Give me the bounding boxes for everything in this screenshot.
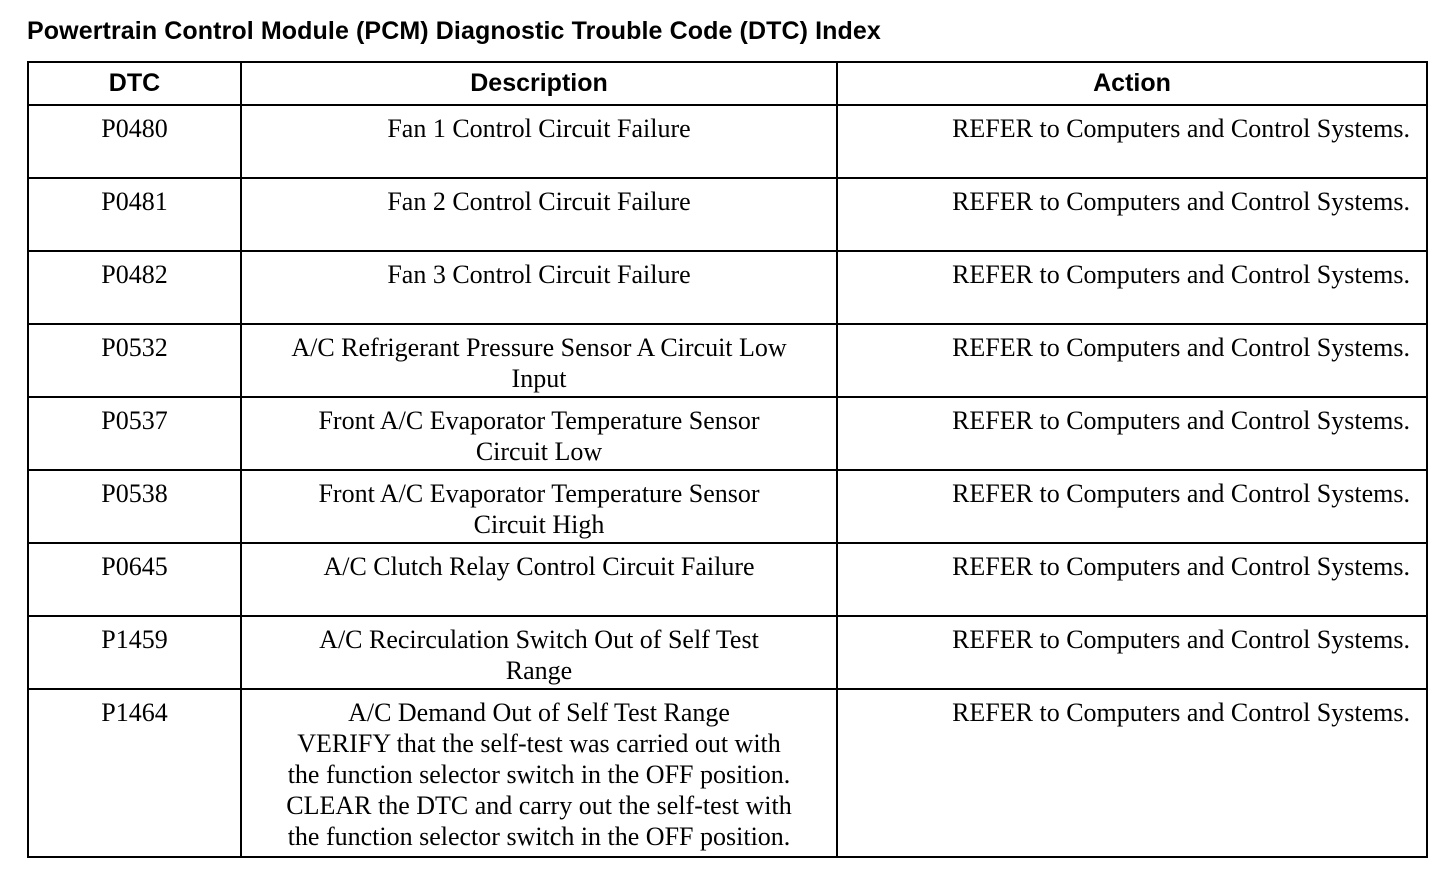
description-cell: [241, 689, 837, 857]
description-line: VERIFY that the self-test was carried out with: [297, 729, 781, 758]
dtc-code-cell: P1459: [28, 616, 241, 689]
table-body: [28, 105, 1427, 857]
action-cell: REFER to Computers and Control Systems.: [837, 616, 1427, 689]
table-row: [28, 324, 1427, 397]
table-row: [28, 251, 1427, 324]
action-cell: REFER to Computers and Control Systems.: [837, 689, 1427, 857]
description-line: CLEAR the DTC and carry out the self-test with: [286, 791, 792, 820]
description-line: A/C Demand Out of Self Test Range: [348, 698, 730, 727]
description-cell: [241, 251, 837, 324]
dtc-code-cell: P0645: [28, 543, 241, 616]
description-line: the function selector switch in the OFF position.: [287, 760, 791, 789]
header-description: Description: [241, 62, 837, 105]
description-cell: [241, 397, 837, 470]
description-line: A/C Refrigerant Pressure Sensor A Circuit Low: [291, 333, 787, 362]
description-cell: [241, 470, 837, 543]
dtc-index-table: [27, 61, 1428, 858]
table-row: [28, 689, 1427, 857]
table-row: [28, 543, 1427, 616]
dtc-code-cell: P1464: [28, 689, 241, 857]
description-cell: [241, 178, 837, 251]
action-cell: REFER to Computers and Control Systems.: [837, 397, 1427, 470]
dtc-code-cell: P0482: [28, 251, 241, 324]
action-cell: REFER to Computers and Control Systems.: [837, 543, 1427, 616]
description-cell: [241, 105, 837, 178]
action-cell: REFER to Computers and Control Systems.: [837, 178, 1427, 251]
header-action: Action: [837, 62, 1427, 105]
action-cell: REFER to Computers and Control Systems.: [837, 324, 1427, 397]
description-line: Circuit High: [473, 510, 605, 539]
header-dtc: DTC: [28, 62, 241, 105]
dtc-code-cell: P0532: [28, 324, 241, 397]
description-line: Input: [511, 364, 567, 393]
description-cell: [241, 324, 837, 397]
dtc-code-cell: P0481: [28, 178, 241, 251]
table-row: [28, 178, 1427, 251]
description-cell: [241, 616, 837, 689]
document-title: Powertrain Control Module (PCM) Diagnostic Trouble Code (DTC) Index: [27, 17, 881, 45]
description-line: Fan 2 Control Circuit Failure: [387, 187, 691, 216]
table-row: [28, 616, 1427, 689]
description-line: A/C Recirculation Switch Out of Self Test: [319, 625, 759, 654]
description-line: Front A/C Evaporator Temperature Sensor: [318, 406, 760, 435]
dtc-code-cell: P0538: [28, 470, 241, 543]
table-row: [28, 397, 1427, 470]
action-cell: REFER to Computers and Control Systems.: [837, 105, 1427, 178]
dtc-code-cell: P0537: [28, 397, 241, 470]
description-line: Fan 1 Control Circuit Failure: [387, 114, 691, 143]
description-line: A/C Clutch Relay Control Circuit Failure: [323, 552, 755, 581]
description-line: the function selector switch in the OFF position.: [287, 822, 791, 851]
description-line: Front A/C Evaporator Temperature Sensor: [318, 479, 760, 508]
table-row: [28, 105, 1427, 178]
description-line: Fan 3 Control Circuit Failure: [387, 260, 691, 289]
description-cell: [241, 543, 837, 616]
table-row: [28, 470, 1427, 543]
action-cell: REFER to Computers and Control Systems.: [837, 470, 1427, 543]
dtc-code-cell: P0480: [28, 105, 241, 178]
table-header-row: [28, 62, 1427, 105]
description-line: Circuit Low: [475, 437, 603, 466]
action-cell: REFER to Computers and Control Systems.: [837, 251, 1427, 324]
description-line: Range: [505, 656, 573, 685]
